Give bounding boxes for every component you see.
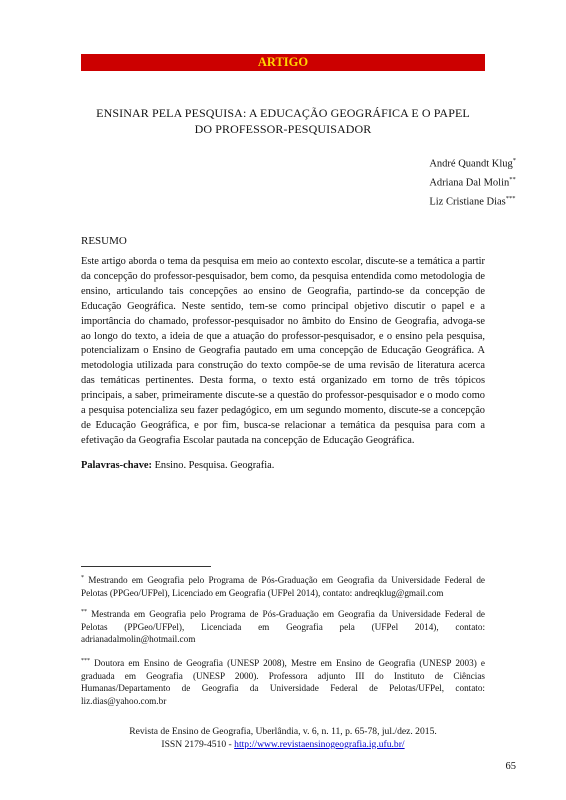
footnote-3: *** Doutora em Ensino de Geografia (UNESP 2008), Mestre em Ensino de Geografia (UNESP 2003) e graduada em Geografia (UNESP 2000). Professora adjunto III do Instituto de Ciências Humanas/Departamento de Geografia da Universidade Federal de Pelotas/UFPel, contato: liz.dias@yahoo.com.br [81, 658, 485, 706]
author-1: André Quandt Klug* [429, 157, 516, 170]
page-number: 65 [505, 761, 516, 772]
citation-line: Revista de Ensino de Geografia, Uberlândia, v. 6, n. 11, p. 65-78, jul./dez. 2015. [129, 726, 437, 737]
author-2: Adriana Dal Molin** [429, 176, 516, 189]
keywords-label: Palavras-chave: [81, 460, 152, 471]
title-line-1: ENSINAR PELA PESQUISA: A EDUCAÇÃO GEOGRÁFICA E O PAPEL [96, 106, 470, 120]
keywords [81, 460, 485, 471]
keywords-text: Ensino. Pesquisa. Geografia. [151, 460, 275, 471]
footnote-divider [81, 566, 211, 567]
journal-link[interactable]: http://www.revistaensinogeografia.ig.ufu.br/ [234, 738, 405, 750]
article-title [81, 106, 485, 137]
abstract-heading: RESUMO [81, 235, 127, 247]
section-banner: ARTIGO [81, 54, 485, 71]
footnote-1: * Mestrando em Geografia pelo Programa de Pós-Graduação em Geografia da Universidade Federal de Pelotas (PPGeo/UFPel), Licenciado em Geografia (UFPel 2014), contato: andreqklug@gmail.com [81, 575, 485, 598]
abstract-body: Este artigo aborda o tema da pesquisa em meio ao contexto escolar, discute-se a temática a partir da concepção do professor-pesquisador, bem como, da pesquisa entendida como metodologia de ensino, articulando tais concepções ao ensino de Geografia, partindo-se da concepção de Educação Geográfica. Neste sentido, tem-se como principal objetivo discutir o papel e a importância do chamado, professor-pesquisador no âmbito do Ensino de Geografia, advoga-se ao longo do texto, a ideia de que a atuação do professor-pesquisador, e o ensino pela pesquisa, potencializam o Ensino de Geografia pautado em uma concepção de Educação Geográfica. A metodologia utilizada para construção do texto compõe-se de uma revisão de literatura acerca das temáticas pertinentes. Desta forma, o texto está organizado em torno de três tópicos principais, a saber, primeiramente discute-se a questão do professor-pesquisador e o modo como a pesquisa potencializa seu fazer pedagógico, em um segundo momento, discute-se a concepção de Educação Geográfica, e por fim, busca-se relacionar a temática da pesquisa para com a efetivação da Geografia Escolar pautada na concepção de Educação Geográfica. [81, 256, 485, 446]
journal-footer [81, 726, 485, 751]
author-3: Liz Cristiane Dias*** [429, 195, 516, 208]
footnote-2: ** Mestranda em Geografia pelo Programa de Pós-Graduação em Geografia da Universidade Federal de Pelotas (PPGeo/UFPel), Licenciada em Geografia pela (UFPel 2014), contato: adrianadalmolin@hotmail.com [81, 609, 485, 645]
issn-line: ISSN 2179-4510 - http://www.revistaensinogeografia.ig.ufu.br/ [161, 738, 405, 750]
title-line-2: DO PROFESSOR-PESQUISADOR [194, 121, 372, 136]
author-list [429, 153, 516, 210]
